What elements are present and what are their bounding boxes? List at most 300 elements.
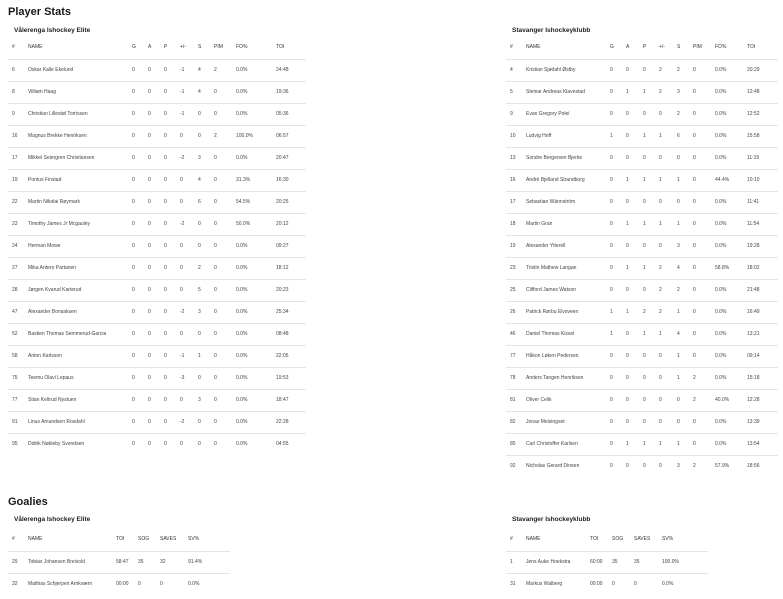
stat-cell: 0 xyxy=(148,411,164,433)
table-header-row xyxy=(506,36,778,59)
stat-cell: 20:47 xyxy=(276,147,306,169)
stat-cell: 50.0% xyxy=(236,213,276,235)
stat-cell: 0 xyxy=(198,103,214,125)
stat-cell: 0.0% xyxy=(715,59,747,81)
stat-cell: 3 xyxy=(198,301,214,323)
table-row xyxy=(8,573,230,595)
stat-cell: 0 xyxy=(610,191,626,213)
jersey-number: 19 xyxy=(8,169,28,191)
stat-cell: 1 xyxy=(610,323,626,345)
stat-cell: 0 xyxy=(693,191,715,213)
column-header: SV% xyxy=(662,536,674,543)
stat-cell: 6 xyxy=(677,125,693,147)
stat-cell: 0 xyxy=(659,235,677,257)
stat-cell: 54.5% xyxy=(236,191,276,213)
stat-cell: 0.0% xyxy=(715,301,747,323)
stat-cell: 0 xyxy=(148,235,164,257)
stat-cell: 0 xyxy=(198,213,214,235)
stat-cell: 1 xyxy=(643,213,659,235)
stat-cell: 19:28 xyxy=(747,235,778,257)
stat-cell: 0 xyxy=(214,279,236,301)
stat-cell: 0 xyxy=(659,455,677,477)
jersey-number: 8 xyxy=(8,81,28,103)
table-row xyxy=(506,81,778,103)
stat-cell: 00:00 xyxy=(590,573,612,595)
table-row xyxy=(8,345,306,367)
stat-cell: 0 xyxy=(164,389,180,411)
table-row xyxy=(506,59,778,81)
stat-cell: 0 xyxy=(610,147,626,169)
jersey-number: 77 xyxy=(8,389,28,411)
column-header: PIM xyxy=(693,44,702,51)
jersey-number: 32 xyxy=(8,573,28,595)
column-header: +/- xyxy=(180,44,186,51)
stat-cell: 2 xyxy=(659,279,677,301)
stat-cell: 44.4% xyxy=(715,169,747,191)
stat-cell: 0 xyxy=(214,213,236,235)
stat-cell: 0 xyxy=(198,323,214,345)
stat-cell: 0 xyxy=(612,573,634,595)
stat-cell: 2 xyxy=(659,59,677,81)
away-goalies-team-name: Stavanger Ishockeyklubb xyxy=(512,516,591,523)
stat-cell: 18:02 xyxy=(747,257,778,279)
away-goalies-table xyxy=(506,528,708,595)
column-header: TOI xyxy=(116,536,125,543)
stat-cell: 1 xyxy=(610,125,626,147)
stat-cell: 0 xyxy=(198,433,214,455)
stat-cell: 0 xyxy=(659,147,677,169)
stat-cell: 0 xyxy=(160,573,188,595)
home-player-stats-table xyxy=(8,36,306,455)
stat-cell: 3 xyxy=(198,389,214,411)
stat-cell: 1 xyxy=(677,301,693,323)
stat-cell: 0.0% xyxy=(715,411,747,433)
stat-cell: 0 xyxy=(643,59,659,81)
table-row xyxy=(506,125,778,147)
player-name: Anders Tangen Henriksen xyxy=(526,367,610,389)
table-row xyxy=(506,455,778,477)
stat-cell: 12:52 xyxy=(747,103,778,125)
stat-cell: 0 xyxy=(132,301,148,323)
player-name: Mika Antero Partanen xyxy=(28,257,132,279)
stat-cell: 0 xyxy=(643,411,659,433)
jersey-number: 26 xyxy=(506,301,526,323)
stat-cell: 09:14 xyxy=(747,345,778,367)
stat-cell: 0 xyxy=(132,59,148,81)
stat-cell: 0.0% xyxy=(715,191,747,213)
stat-cell: 0 xyxy=(626,191,643,213)
table-row xyxy=(8,411,306,433)
table-row xyxy=(506,301,778,323)
stat-cell: 0 xyxy=(693,411,715,433)
stat-cell: 1 xyxy=(659,433,677,455)
stat-cell: 25:34 xyxy=(276,301,306,323)
column-header: A xyxy=(148,44,152,51)
stat-cell: 0 xyxy=(634,573,662,595)
table-row xyxy=(506,573,708,595)
stat-cell: 1 xyxy=(643,125,659,147)
stat-cell: 0 xyxy=(180,125,198,147)
stat-cell: 0 xyxy=(659,191,677,213)
table-row xyxy=(8,551,230,573)
stat-cell: 0 xyxy=(214,411,236,433)
player-stats-title: Player Stats xyxy=(8,6,71,18)
stat-cell: 0 xyxy=(198,125,214,147)
stat-cell: 0 xyxy=(198,411,214,433)
stat-cell: 13:54 xyxy=(747,433,778,455)
jersey-number: 16 xyxy=(506,169,526,191)
column-header: SOG xyxy=(612,536,624,543)
stat-cell: 0.0% xyxy=(236,279,276,301)
stat-cell: 0.0% xyxy=(715,345,747,367)
home-team-name: Vålerenga Ishockey Elite xyxy=(14,27,91,34)
stat-cell: 0 xyxy=(693,125,715,147)
stat-cell: 0 xyxy=(677,191,693,213)
table-row xyxy=(506,345,778,367)
table-row xyxy=(506,191,778,213)
stat-cell: 0 xyxy=(693,235,715,257)
stat-cell: 1 xyxy=(677,367,693,389)
stat-cell: 0.0% xyxy=(188,573,230,595)
jersey-number: 75 xyxy=(8,367,28,389)
table-row xyxy=(506,169,778,191)
player-name: Kristian Sjødahl Østby xyxy=(526,59,610,81)
stat-cell: 0.0% xyxy=(715,235,747,257)
jersey-number: 9 xyxy=(506,103,526,125)
stat-cell: 2 xyxy=(643,301,659,323)
stat-cell: 2 xyxy=(693,455,715,477)
jersey-number: 85 xyxy=(506,433,526,455)
stat-cell: 0 xyxy=(148,59,164,81)
stat-cell: 0 xyxy=(164,191,180,213)
jersey-number: 17 xyxy=(8,147,28,169)
stat-cell: 0 xyxy=(626,147,643,169)
jersey-number: 78 xyxy=(506,367,526,389)
stat-cell: 0 xyxy=(148,345,164,367)
stat-cell: 0 xyxy=(148,147,164,169)
stat-cell: 0 xyxy=(610,367,626,389)
jersey-number: 81 xyxy=(506,389,526,411)
stat-cell: 0 xyxy=(148,367,164,389)
stat-cell: 13:39 xyxy=(747,411,778,433)
player-name: Bastien Thomas Semmerud-Garcia xyxy=(28,323,132,345)
player-name: Jørgen Kvarud Karterud xyxy=(28,279,132,301)
table-row xyxy=(506,147,778,169)
stat-cell: 58.8% xyxy=(715,257,747,279)
stat-cell: 2 xyxy=(677,103,693,125)
stat-cell: 22:28 xyxy=(276,411,306,433)
stat-cell: 0 xyxy=(626,389,643,411)
stat-cell: 24:48 xyxy=(276,59,306,81)
stat-cell: 0 xyxy=(677,147,693,169)
stat-cell: 1 xyxy=(643,323,659,345)
stat-cell: 0 xyxy=(626,323,643,345)
stat-cell: 0 xyxy=(643,367,659,389)
player-name: Markus Walberg xyxy=(526,573,590,595)
stat-cell: 0 xyxy=(148,433,164,455)
stat-cell: 0 xyxy=(148,169,164,191)
stat-cell: 100.0% xyxy=(662,551,708,573)
stat-cell: 1 xyxy=(643,169,659,191)
stat-cell: 2 xyxy=(693,389,715,411)
column-header: SAVES xyxy=(634,536,651,543)
stat-cell: 0 xyxy=(610,433,626,455)
stat-cell: 16:30 xyxy=(276,169,306,191)
stat-cell: 0.0% xyxy=(236,59,276,81)
jersey-number: 77 xyxy=(506,345,526,367)
player-name: Mikkel Seiergren Christiansen xyxy=(28,147,132,169)
stat-cell: 6 xyxy=(198,191,214,213)
stat-cell: 0 xyxy=(164,323,180,345)
column-header: NAME xyxy=(526,44,541,51)
stat-cell: 0 xyxy=(643,147,659,169)
column-header: TOI xyxy=(747,44,756,51)
stat-cell: 0.0% xyxy=(236,147,276,169)
stat-cell: 22:05 xyxy=(276,345,306,367)
stat-cell: 0 xyxy=(138,573,160,595)
player-name: Mathias Schjerpen Arnkværn xyxy=(28,573,116,595)
stat-cell: 2 xyxy=(659,301,677,323)
jersey-number: 23 xyxy=(506,257,526,279)
stat-cell: 0 xyxy=(164,81,180,103)
stat-cell: 0 xyxy=(164,367,180,389)
player-name: Teemu Olavi Lepaus xyxy=(28,367,132,389)
stat-cell: 0 xyxy=(610,59,626,81)
table-header-row xyxy=(8,528,230,551)
table-row xyxy=(8,257,306,279)
goalies-title: Goalies xyxy=(8,496,48,508)
stat-cell: 0.0% xyxy=(236,301,276,323)
stat-cell: 0 xyxy=(643,455,659,477)
stat-cell: 0 xyxy=(643,389,659,411)
stat-cell: 18:56 xyxy=(747,455,778,477)
stat-cell: 0 xyxy=(659,367,677,389)
table-row xyxy=(8,103,306,125)
column-header: G xyxy=(610,44,614,51)
player-name: Magnus Brekke Henriksen xyxy=(28,125,132,147)
stat-cell: 0 xyxy=(148,301,164,323)
stat-cell: 0 xyxy=(164,433,180,455)
stat-cell: -1 xyxy=(180,59,198,81)
stat-cell: 0 xyxy=(132,257,148,279)
stat-cell: 0 xyxy=(693,323,715,345)
stat-cell: -1 xyxy=(180,103,198,125)
stat-cell: 35 xyxy=(634,551,662,573)
table-row xyxy=(8,81,306,103)
stat-cell: -2 xyxy=(180,147,198,169)
stat-cell: 11:19 xyxy=(747,147,778,169)
stat-cell: 11:54 xyxy=(747,213,778,235)
table-row xyxy=(506,103,778,125)
jersey-number: 1 xyxy=(506,551,526,573)
table-row xyxy=(8,125,306,147)
jersey-number: 27 xyxy=(8,257,28,279)
stat-cell: 1 xyxy=(659,125,677,147)
stat-cell: 0 xyxy=(132,433,148,455)
jersey-number: 28 xyxy=(8,279,28,301)
jersey-number: 13 xyxy=(506,147,526,169)
stat-cell: 0 xyxy=(180,433,198,455)
stat-cell: 0 xyxy=(214,235,236,257)
stat-cell: 19:53 xyxy=(276,367,306,389)
column-header: FO% xyxy=(715,44,727,51)
jersey-number: 23 xyxy=(8,213,28,235)
column-header: SOG xyxy=(138,536,150,543)
player-name: Oskar Kalle Ekelund xyxy=(28,59,132,81)
jersey-number: 52 xyxy=(8,323,28,345)
table-header-row xyxy=(8,36,306,59)
jersey-number: 58 xyxy=(8,345,28,367)
stat-cell: 0 xyxy=(132,169,148,191)
stat-cell: 0 xyxy=(677,389,693,411)
stat-cell: 0 xyxy=(132,411,148,433)
stat-cell: 0 xyxy=(610,411,626,433)
column-header: SAVES xyxy=(160,536,177,543)
stat-cell: 40.0% xyxy=(715,389,747,411)
table-header-row xyxy=(506,528,708,551)
stat-cell: 0 xyxy=(626,235,643,257)
stat-cell: 09:27 xyxy=(276,235,306,257)
stat-cell: 0 xyxy=(693,103,715,125)
stat-cell: 35 xyxy=(138,551,160,573)
stat-cell: 0 xyxy=(693,301,715,323)
player-name: Sondre Bergersen Bjerke xyxy=(526,147,610,169)
stat-cell: 0 xyxy=(148,125,164,147)
jersey-number: 5 xyxy=(506,81,526,103)
stat-cell: 0 xyxy=(164,125,180,147)
stat-cell: 10:10 xyxy=(747,169,778,191)
stat-cell: 0 xyxy=(214,301,236,323)
stat-cell: 0 xyxy=(164,257,180,279)
player-name: Sebastian Wännström xyxy=(526,191,610,213)
stat-cell: 0 xyxy=(148,257,164,279)
stat-cell: 32 xyxy=(160,551,188,573)
column-header: TOI xyxy=(276,44,285,51)
player-name: Daniel Thomas Kissel xyxy=(526,323,610,345)
stat-cell: 0 xyxy=(180,191,198,213)
jersey-number: 16 xyxy=(8,125,28,147)
stat-cell: 2 xyxy=(677,59,693,81)
table-row xyxy=(8,279,306,301)
stat-cell: 0 xyxy=(132,279,148,301)
stat-cell: 3 xyxy=(198,147,214,169)
column-header: A xyxy=(626,44,630,51)
player-name: Tobias Johansen Breivold xyxy=(28,551,116,573)
column-header: S xyxy=(677,44,681,51)
stat-cell: 0.0% xyxy=(236,323,276,345)
player-name: Håkon Løken Pedersen xyxy=(526,345,610,367)
jersey-number: 82 xyxy=(506,411,526,433)
table-row xyxy=(8,169,306,191)
jersey-number: 92 xyxy=(506,455,526,477)
column-header: NAME xyxy=(28,536,43,543)
stat-cell: 4 xyxy=(198,169,214,191)
stat-cell: 0 xyxy=(132,213,148,235)
player-name: Martin Gran xyxy=(526,213,610,235)
stat-cell: 2 xyxy=(693,367,715,389)
column-header: # xyxy=(12,44,15,51)
stat-cell: 12:48 xyxy=(747,81,778,103)
stat-cell: 06:57 xyxy=(276,125,306,147)
table-row xyxy=(506,367,778,389)
stat-cell: 1 xyxy=(659,213,677,235)
stat-cell: 1 xyxy=(626,257,643,279)
stat-cell: 0 xyxy=(180,169,198,191)
jersey-number: 24 xyxy=(8,235,28,257)
stat-cell: 0 xyxy=(214,81,236,103)
stat-cell: 0 xyxy=(214,367,236,389)
stat-cell: 0 xyxy=(693,279,715,301)
column-header: # xyxy=(510,536,513,543)
table-row xyxy=(506,433,778,455)
player-name: Patrick Rørbu Elvsveen xyxy=(526,301,610,323)
stat-cell: 57.9% xyxy=(715,455,747,477)
stat-cell: 15:18 xyxy=(747,367,778,389)
home-goalies-table xyxy=(8,528,230,595)
column-header: P xyxy=(164,44,168,51)
stat-cell: 0 xyxy=(198,367,214,389)
player-name: Jens Auke Hoekstra xyxy=(526,551,590,573)
stat-cell: 20:12 xyxy=(276,213,306,235)
player-name: Ludvig Hoff xyxy=(526,125,610,147)
stat-cell: 0 xyxy=(180,235,198,257)
stat-cell: 19:36 xyxy=(276,81,306,103)
stat-cell: 0.0% xyxy=(715,433,747,455)
player-name: Anton Karlsson xyxy=(28,345,132,367)
stat-cell: 0 xyxy=(164,213,180,235)
stat-cell: 0.0% xyxy=(236,433,276,455)
stat-cell: 1 xyxy=(643,257,659,279)
player-name: Linus Amundsen Rosdahl xyxy=(28,411,132,433)
stat-cell: -2 xyxy=(180,301,198,323)
stat-cell: 1 xyxy=(643,433,659,455)
player-name: Villiam Haag xyxy=(28,81,132,103)
stat-cell: 58:47 xyxy=(116,551,138,573)
jersey-number: 46 xyxy=(506,323,526,345)
stat-cell: 0 xyxy=(610,345,626,367)
stat-cell: 0 xyxy=(164,279,180,301)
player-name: Pontus Finstad xyxy=(28,169,132,191)
table-row xyxy=(8,191,306,213)
player-name: Herman Mowe xyxy=(28,235,132,257)
stat-cell: 0 xyxy=(214,345,236,367)
stat-cell: 0 xyxy=(164,411,180,433)
stat-cell: 2 xyxy=(214,125,236,147)
stat-cell: 0 xyxy=(132,323,148,345)
jersey-number: 6 xyxy=(8,59,28,81)
table-row xyxy=(506,323,778,345)
stat-cell: 1 xyxy=(659,323,677,345)
stat-cell: 1 xyxy=(677,433,693,455)
stat-cell: 4 xyxy=(198,59,214,81)
stat-cell: 0 xyxy=(677,411,693,433)
stat-cell: 0.0% xyxy=(236,81,276,103)
stat-cell: 0 xyxy=(693,147,715,169)
stat-cell: 15:58 xyxy=(747,125,778,147)
jersey-number: 17 xyxy=(506,191,526,213)
table-row xyxy=(8,389,306,411)
stat-cell: 12:28 xyxy=(747,389,778,411)
stat-cell: 0 xyxy=(659,411,677,433)
stat-cell: 60:00 xyxy=(590,551,612,573)
stat-cell: 1 xyxy=(626,433,643,455)
column-header: TOI xyxy=(590,536,599,543)
column-header: P xyxy=(643,44,647,51)
stat-cell: 0 xyxy=(132,125,148,147)
stat-cell: 1 xyxy=(677,213,693,235)
player-name: Stian Keltrud Nystuen xyxy=(28,389,132,411)
stat-cell: 0 xyxy=(132,389,148,411)
